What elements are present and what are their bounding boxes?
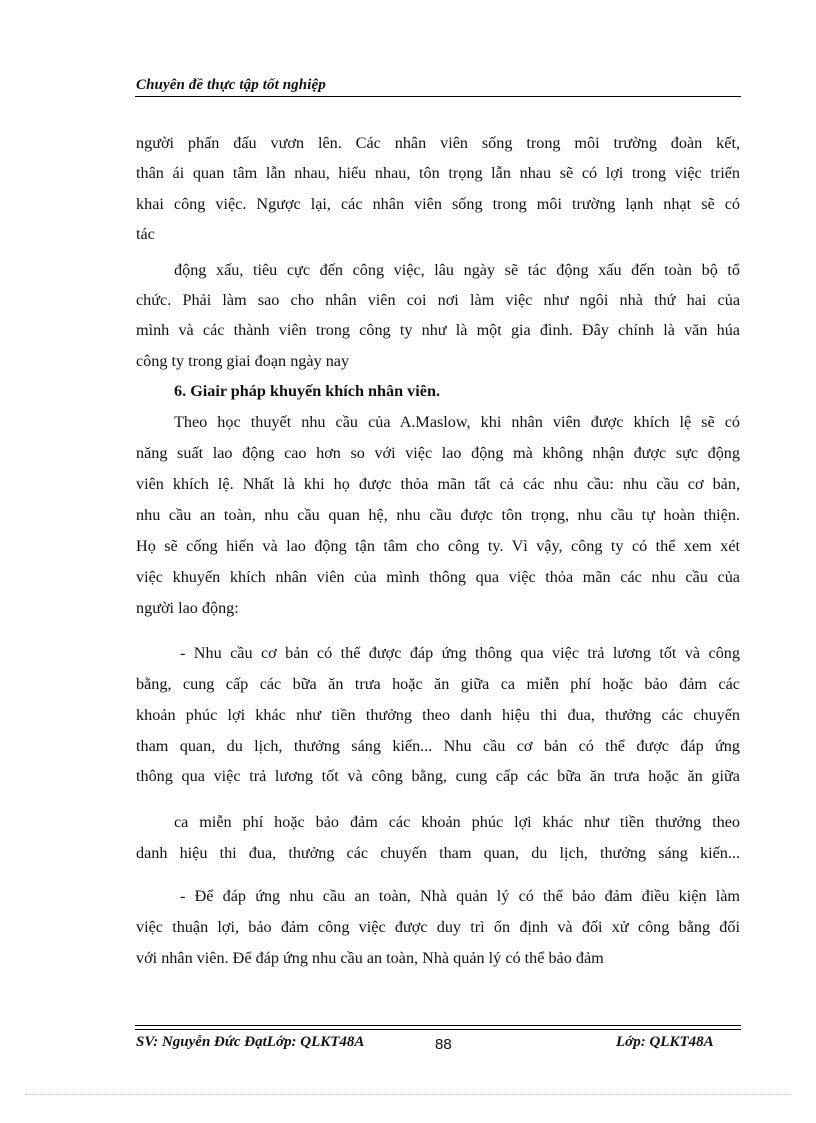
body-line: việc khuyến khích nhân viên của mình thông qua việc thỏa mãn các nhu cầu của [136, 568, 740, 586]
body-line: viên khích lệ. Nhất là khi họ được thỏa mãn tất cả các nhu cầu: nhu cầu cơ bản, [136, 475, 740, 493]
body-line: công ty trong giai đoạn ngày nay [136, 352, 350, 370]
body-line: chức. Phải làm sao cho nhân viên coi nơi làm việc như ngôi nhà thứ hai của [136, 291, 740, 309]
section-heading: 6. Giair pháp khuyến khích nhân viên. [174, 382, 441, 400]
body-line: danh hiệu thi đua, thưởng các chuyến tham quan, du lịch, thưởng sáng kiến... [136, 844, 740, 862]
body-line: Theo học thuyết nhu cầu của A.Maslow, khi nhân viên được khích lệ sẽ có [174, 413, 740, 431]
body-line: khai công việc. Ngược lại, các nhân viên sống trong môi trường lạnh nhạt sẽ có [136, 195, 740, 213]
body-line: việc thuận lợi, bảo đảm công việc được duy trì ổn định và đối xử công bằng đối [136, 918, 740, 936]
body-line: mình và các thành viên trong công ty như là một gia đình. Đây chính là văn húa [136, 321, 740, 339]
body-line: khoản phúc lợi khác như tiền thưởng theo danh hiệu thi đua, thưởng các chuyến [136, 706, 740, 724]
body-line: động xấu, tiêu cực đến công việc, lâu ngày sẽ tác động xấu đến toàn bộ tổ [174, 261, 740, 279]
header-title: Chuyên đề thực tập tốt nghiệp [136, 77, 326, 93]
footer-student: SV: Nguyễn Đức ĐạtLớp: QLKT48A [136, 1034, 365, 1050]
footer-rule [135, 1025, 741, 1026]
body-line: thông qua việc trả lương tốt và công bằng, cung cấp các bữa ăn trưa hoặc ăn giữa [136, 767, 740, 785]
body-line: thân ái quan tâm lẫn nhau, hiểu nhau, tôn trọng lẫn nhau sẽ có lợi trong việc triển [136, 164, 740, 182]
page-edge-divider [25, 1094, 791, 1095]
body-line: nhu cầu an toàn, nhu cầu quan hệ, nhu cầu được tôn trọng, nhu cầu tự hoàn thiện. [136, 506, 740, 524]
page-number: 88 [435, 1036, 452, 1053]
body-line: bằng, cung cấp các bữa ăn trưa hoặc ăn giữa ca miễn phí hoặc bảo đảm các [136, 675, 740, 693]
body-line: người lao động: [136, 599, 239, 617]
body-line: - Để đáp ứng nhu cầu an toàn, Nhà quản lý có thể bảo đảm điều kiện làm [180, 887, 740, 905]
body-line: - Nhu cầu cơ bản có thể được đáp ứng thông qua việc trả lương tốt và công [180, 644, 740, 662]
body-line: với nhân viên. Để đáp ứng nhu cầu an toàn, Nhà quản lý có thể bảo đảm [136, 949, 604, 967]
body-line: người phấn đấu vươn lên. Các nhân viên sống trong môi trường đoàn kết, [136, 134, 740, 152]
body-line: năng suất lao động cao hơn so với việc lao động mà không nhận được sực động [136, 444, 740, 462]
body-line: tác [136, 225, 155, 243]
header-rule [135, 96, 741, 97]
body-line: ca miễn phí hoặc bảo đảm các khoản phúc lợi khác như tiền thưởng theo [174, 813, 740, 831]
footer-rule [135, 1029, 741, 1030]
body-line: Họ sẽ cống hiến và lao động tận tâm cho công ty. Vì vậy, công ty có thể xem xét [136, 537, 740, 555]
footer-class: Lớp: QLKT48A [616, 1034, 714, 1050]
body-line: tham quan, du lịch, thưởng sáng kiến... Nhu cầu cơ bản có thể được đáp ứng [136, 737, 740, 755]
